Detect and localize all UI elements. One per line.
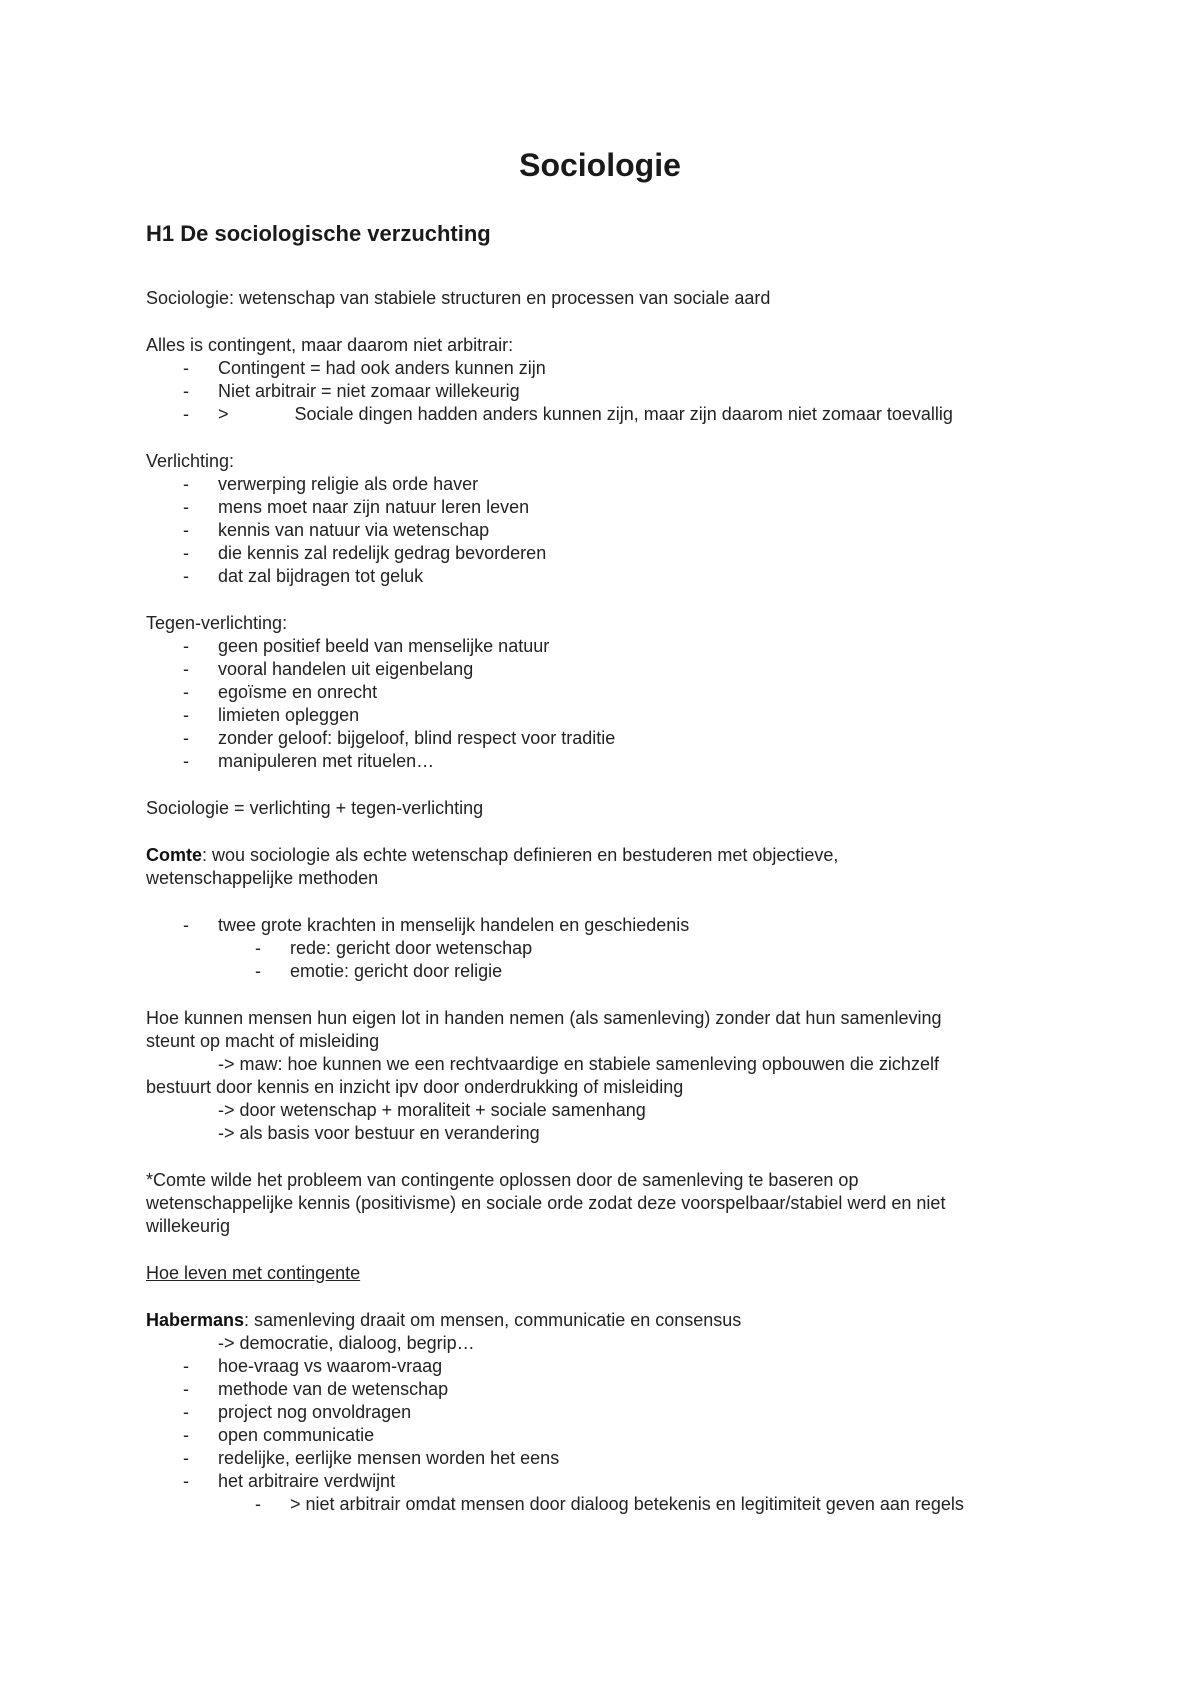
bullet-dash: -: [183, 682, 189, 702]
list-item: geen positief beeld van menselijke natuur: [218, 636, 550, 656]
list-item: redelijke, eerlijke mensen worden het eens: [218, 1448, 560, 1468]
list-item: twee grote krachten in menselijk handelen en geschiedenis: [218, 915, 690, 935]
page-title: Sociologie: [519, 147, 681, 183]
bullet-dash: -: [183, 915, 189, 935]
bullet-dash: -: [183, 1448, 189, 1468]
sub-list-item: rede: gericht door wetenschap: [290, 938, 533, 958]
list-item: methode van de wetenschap: [218, 1379, 449, 1399]
list-item: die kennis zal redelijk gedrag bevorderen: [218, 543, 547, 563]
bullet-dash: -: [183, 1471, 189, 1491]
list-item: Niet arbitrair = niet zomaar willekeurig: [218, 381, 520, 401]
list-item: zonder geloof: bijgeloof, blind respect voor traditie: [218, 728, 616, 748]
list-item: verwerping religie als orde haver: [218, 474, 479, 494]
arrow-marker: >: [218, 404, 229, 424]
note-line: *Comte wilde het probleem van contingente oplossen door de samenleving te baseren op: [146, 1170, 859, 1190]
bullet-dash: -: [183, 1402, 189, 1422]
habermans-paragraph: [146, 1309, 741, 1332]
list-item: dat zal bijdragen tot geluk: [218, 566, 424, 586]
list-item: egoïsme en onrecht: [218, 682, 378, 702]
bullet-dash: -: [183, 520, 189, 540]
list-item: hoe-vraag vs waarom-vraag: [218, 1356, 443, 1376]
list-item: manipuleren met rituelen…: [218, 751, 435, 771]
habermans-name: Habermans: [146, 1310, 245, 1330]
question-line: -> door wetenschap + moraliteit + sociale samenhang: [218, 1100, 646, 1120]
habermans-arrow-line: -> democratie, dialoog, begrip…: [218, 1333, 475, 1353]
arrow-text: Sociale dingen hadden anders kunnen zijn, maar zijn daarom niet zomaar toevallig: [294, 404, 953, 424]
list-item: het arbitraire verdwijnt: [218, 1471, 396, 1491]
formula-text: Sociologie = verlichting + tegen-verlichting: [146, 798, 484, 818]
bullet-dash: -: [183, 751, 189, 771]
bullet-dash: -: [183, 705, 189, 725]
list-item: vooral handelen uit eigenbelang: [218, 659, 474, 679]
bullet-dash: -: [183, 1356, 189, 1376]
question-line: bestuurt door kennis en inzicht ipv door onderdrukking of misleiding: [146, 1077, 684, 1097]
note-line: willekeurig: [146, 1216, 231, 1236]
list-item: Contingent = had ook anders kunnen zijn: [218, 358, 546, 378]
section-subheading: Hoe leven met contingente: [146, 1263, 361, 1283]
definition-text: Sociologie: wetenschap van stabiele structuren en processen van sociale aard: [146, 288, 771, 308]
list-item-arrow: [218, 403, 953, 426]
habermans-text: : samenleving draait om mensen, communicatie en consensus: [244, 1310, 742, 1330]
sub-bullet-dash: -: [255, 1494, 261, 1514]
bullet-dash: -: [183, 1379, 189, 1399]
question-line: -> als basis voor bestuur en verandering: [218, 1123, 540, 1143]
list-item: project nog onvoldragen: [218, 1402, 412, 1422]
bullet-dash: -: [183, 381, 189, 401]
bullet-dash: -: [183, 636, 189, 656]
bullet-dash: -: [183, 474, 189, 494]
bullet-dash: -: [183, 659, 189, 679]
sub-list-item: emotie: gericht door religie: [290, 961, 503, 981]
note-line: wetenschappelijke kennis (positivisme) en sociale orde zodat deze voorspelbaar/stabiel werd en niet: [146, 1193, 946, 1213]
bullet-dash: -: [183, 358, 189, 378]
question-line: -> maw: hoe kunnen we een rechtvaardige en stabiele samenleving opbouwen die zichzelf: [218, 1054, 939, 1074]
sub-list-item: > niet arbitrair omdat mensen door dialoog betekenis en legitimiteit geven aan regels: [290, 1494, 964, 1514]
list-item: limieten opleggen: [218, 705, 360, 725]
list-item: open communicatie: [218, 1425, 375, 1445]
list-item: mens moet naar zijn natuur leren leven: [218, 497, 530, 517]
chapter-heading: H1 De sociologische verzuchting: [146, 221, 491, 246]
question-line: Hoe kunnen mensen hun eigen lot in handen nemen (als samenleving) zonder dat hun samenleving: [146, 1008, 942, 1028]
bullet-dash: -: [183, 404, 189, 424]
verlichting-label: Verlichting:: [146, 451, 235, 471]
comte-paragraph: [146, 844, 838, 867]
comte-text-continued: wetenschappelijke methoden: [146, 868, 379, 888]
comte-text: : wou sociologie als echte wetenschap definieren en bestuderen met objectieve,: [202, 845, 839, 865]
bullet-dash: -: [183, 728, 189, 748]
sub-bullet-dash: -: [255, 961, 261, 981]
list-item: kennis van natuur via wetenschap: [218, 520, 490, 540]
bullet-dash: -: [183, 566, 189, 586]
contingent-intro: Alles is contingent, maar daarom niet arbitrair:: [146, 335, 514, 355]
tegen-verlichting-label: Tegen-verlichting:: [146, 613, 288, 633]
bullet-dash: -: [183, 497, 189, 517]
bullet-dash: -: [183, 1425, 189, 1445]
sub-bullet-dash: -: [255, 938, 261, 958]
bullet-dash: -: [183, 543, 189, 563]
comte-name: Comte: [146, 845, 203, 865]
question-line: steunt op macht of misleiding: [146, 1031, 380, 1051]
